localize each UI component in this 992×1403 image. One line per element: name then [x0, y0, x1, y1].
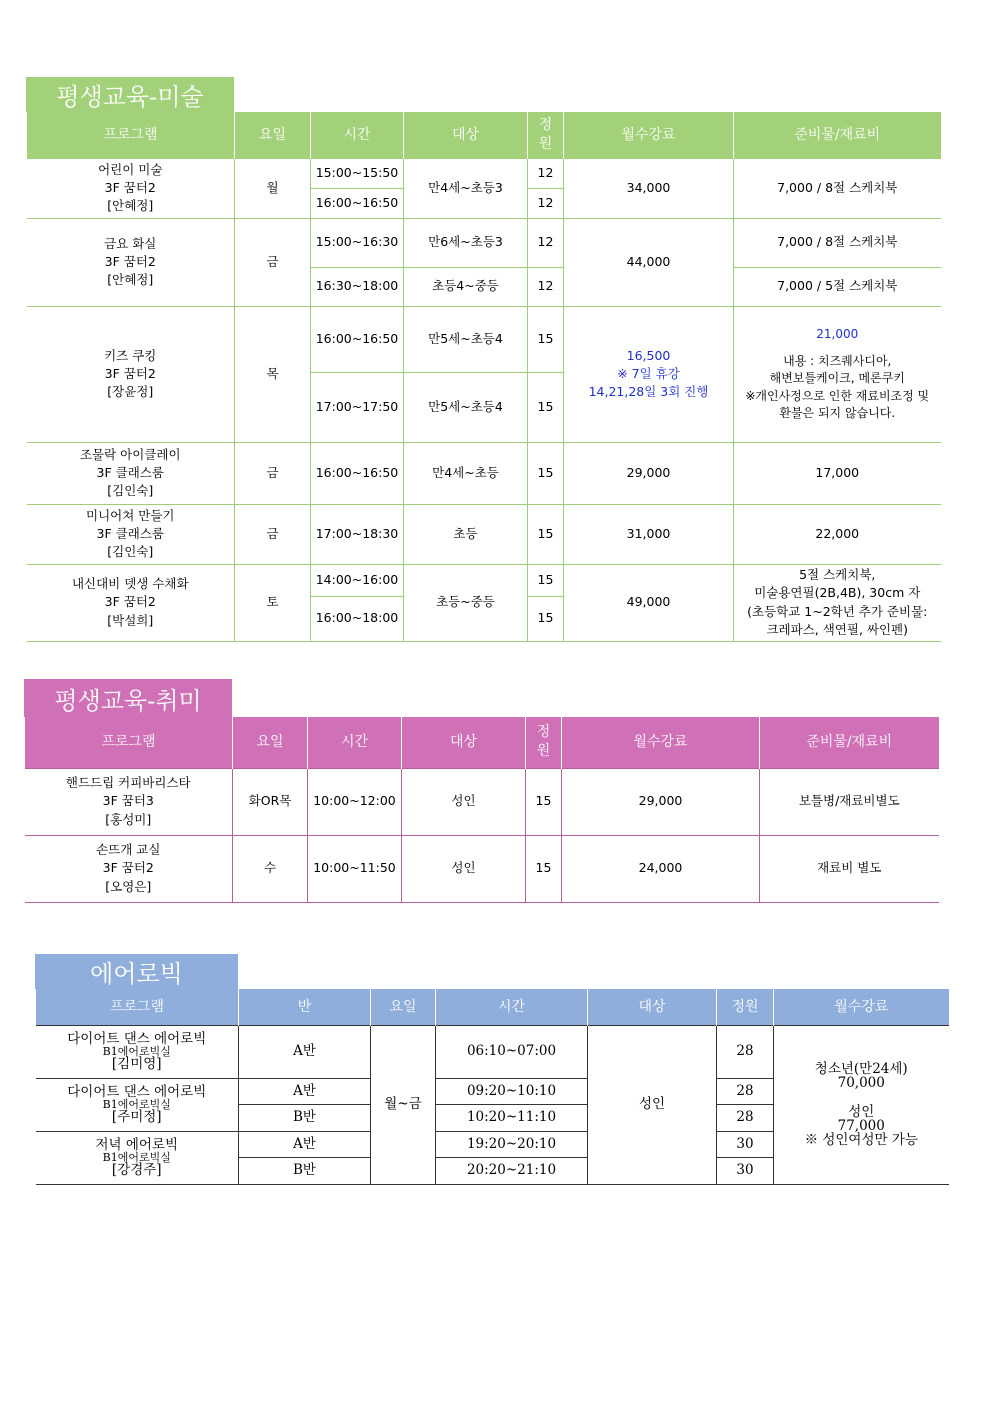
header-day: 요일 [233, 717, 308, 768]
fee-cell: 29,000 [564, 442, 734, 504]
program-cell [36, 1078, 239, 1131]
day-cell: 금 [235, 218, 311, 306]
program-name: 다이어트 댄스 에어로빅 [67, 1030, 207, 1047]
program-teacher: [강경주] [111, 1162, 162, 1179]
time-cell: 09:20~10:10 [436, 1078, 588, 1104]
table-header-row [25, 717, 939, 768]
target-cell: 만4세~초등3 [404, 158, 528, 218]
class-cell: B반 [239, 1104, 371, 1131]
capacity-cell: 30 [717, 1131, 774, 1157]
materials-cell: 22,000 [734, 504, 941, 564]
program-cell: 어린이 미술 3F 꿈터2 [안혜정] [27, 158, 235, 218]
time-cell: 16:00~16:50 [311, 188, 404, 218]
header-day: 요일 [235, 112, 311, 158]
time-cell: 16:00~16:50 [311, 442, 404, 504]
header-capacity: 정 원 [528, 112, 564, 158]
table-row [27, 504, 941, 564]
fee-cell: 29,000 [562, 768, 760, 835]
day-cell: 목 [235, 306, 311, 442]
header-target: 대상 [402, 717, 526, 768]
capacity-cell: 30 [717, 1157, 774, 1184]
program-cell [36, 1025, 239, 1078]
header-program: 프로그램 [25, 717, 233, 768]
time-cell: 16:00~18:00 [311, 596, 404, 641]
day-cell: 월~금 [371, 1025, 436, 1184]
time-cell: 10:00~12:00 [308, 768, 402, 835]
materials-cell: 5절 스케치북, 미술용연필(2B,4B), 30cm 자 (초등학교 1~2학년 추가 준비물: 크레파스, 색연필, 싸인펜) [734, 564, 941, 641]
materials-cell: 7,000 / 8절 스케치북 [734, 218, 941, 267]
program-cell: 키즈 쿠킹 3F 꿈터2 [장윤정] [27, 306, 235, 442]
capacity-cell: 12 [528, 158, 564, 188]
time-cell: 10:00~11:50 [308, 835, 402, 902]
materials-cell: 17,000 [734, 442, 941, 504]
table-row [36, 1025, 949, 1078]
day-cell: 화OR목 [233, 768, 308, 835]
materials-note: 내용 : 치즈퀘사디아, 해변보틀케이크, 메론쿠키 ※개인사정으로 인한 재료비조정 및 환불은 되지 않습니다. [745, 353, 930, 421]
program-cell: 내신대비 뎃생 수채화 3F 꿈터2 [박설희] [27, 564, 235, 641]
day-cell: 금 [235, 504, 311, 564]
time-cell: 16:00~16:50 [311, 306, 404, 372]
fee-cell: 24,000 [562, 835, 760, 902]
header-program: 프로그램 [36, 989, 239, 1025]
header-time: 시간 [308, 717, 402, 768]
program-name: 저녁 에어로빅 [95, 1136, 179, 1153]
time-cell: 06:10~07:00 [436, 1025, 588, 1078]
header-day: 요일 [371, 989, 436, 1025]
fee-cell: 31,000 [564, 504, 734, 564]
program-cell: 미니어쳐 만들기 3F 클래스룸 [김인숙] [27, 504, 235, 564]
time-cell: 19:20~20:10 [436, 1131, 588, 1157]
header-materials: 준비물/재료비 [760, 717, 939, 768]
time-cell: 15:00~16:30 [311, 218, 404, 267]
fee-cell: 청소년(만24세) 70,000 성인 77,000 ※ 성인여성만 가능 [774, 1025, 949, 1184]
materials-cell: 7,000 / 5절 스케치북 [734, 267, 941, 306]
table-row [27, 158, 941, 188]
time-cell: 20:20~21:10 [436, 1157, 588, 1184]
day-cell: 수 [233, 835, 308, 902]
capacity-cell: 12 [528, 188, 564, 218]
program-room: B1에어로빅실 [102, 1097, 171, 1111]
capacity-cell: 15 [528, 372, 564, 442]
materials-cell: 보틀병/재료비별도 [760, 768, 939, 835]
header-target: 대상 [588, 989, 717, 1025]
class-cell: A반 [239, 1078, 371, 1104]
capacity-cell: 15 [528, 442, 564, 504]
capacity-cell: 15 [526, 835, 562, 902]
aerobic-section-title: 에어로빅 [35, 954, 238, 989]
header-materials: 준비물/재료비 [734, 112, 941, 158]
header-capacity: 정원 [717, 989, 774, 1025]
capacity-cell: 28 [717, 1078, 774, 1104]
art-schedule-table [26, 112, 941, 642]
target-cell: 초등 [404, 504, 528, 564]
target-cell: 만6세~초등3 [404, 218, 528, 267]
target-cell: 만5세~초등4 [404, 372, 528, 442]
capacity-cell: 15 [526, 768, 562, 835]
materials-cell [734, 306, 941, 442]
materials-cell: 7,000 / 8절 스케치북 [734, 158, 941, 218]
program-teacher: [주미정] [111, 1109, 162, 1126]
capacity-cell: 15 [528, 306, 564, 372]
capacity-cell: 15 [528, 564, 564, 596]
target-cell: 성인 [588, 1025, 717, 1184]
header-time: 시간 [436, 989, 588, 1025]
time-cell: 16:30~18:00 [311, 267, 404, 306]
header-capacity: 정 원 [526, 717, 562, 768]
target-cell: 성인 [402, 835, 526, 902]
hobby-schedule-table [24, 717, 939, 903]
program-name: 다이어트 댄스 에어로빅 [67, 1083, 207, 1100]
day-cell: 월 [235, 158, 311, 218]
header-fee: 월수강료 [562, 717, 760, 768]
materials-price: 21,000 [816, 326, 859, 341]
class-cell: A반 [239, 1131, 371, 1157]
program-cell: 금요 화실 3F 꿈터2 [안혜정] [27, 218, 235, 306]
table-row [27, 306, 941, 372]
target-cell: 만5세~초등4 [404, 306, 528, 372]
capacity-cell: 12 [528, 267, 564, 306]
table-header-row [36, 989, 949, 1025]
program-room: B1에어로빅실 [102, 1044, 171, 1058]
header-time: 시간 [311, 112, 404, 158]
header-program: 프로그램 [27, 112, 235, 158]
time-cell: 10:20~11:10 [436, 1104, 588, 1131]
art-section-title: 평생교육-미술 [26, 77, 234, 112]
table-row [25, 768, 939, 835]
fee-cell: 49,000 [564, 564, 734, 641]
header-fee: 월수강료 [564, 112, 734, 158]
table-row [25, 835, 939, 902]
capacity-cell: 15 [528, 504, 564, 564]
table-row [27, 564, 941, 596]
program-cell [36, 1131, 239, 1184]
program-cell: 핸드드립 커피바리스타 3F 꿈터3 [홍성미] [25, 768, 233, 835]
fee-cell: 44,000 [564, 218, 734, 306]
capacity-cell: 15 [528, 596, 564, 641]
capacity-cell: 28 [717, 1104, 774, 1131]
program-teacher: [김미영] [111, 1056, 162, 1073]
capacity-cell: 28 [717, 1025, 774, 1078]
capacity-cell: 12 [528, 218, 564, 267]
day-cell: 토 [235, 564, 311, 641]
target-cell: 초등~중등 [404, 564, 528, 641]
program-room: B1에어로빅실 [102, 1150, 171, 1164]
time-cell: 17:00~18:30 [311, 504, 404, 564]
class-cell: A반 [239, 1025, 371, 1078]
hobby-section-title: 평생교육-취미 [24, 679, 232, 717]
materials-cell: 재료비 별도 [760, 835, 939, 902]
target-cell: 만4세~초등 [404, 442, 528, 504]
header-target: 대상 [404, 112, 528, 158]
table-row [27, 442, 941, 504]
class-cell: B반 [239, 1157, 371, 1184]
target-cell: 초등4~중등 [404, 267, 528, 306]
header-class: 반 [239, 989, 371, 1025]
target-cell: 성인 [402, 768, 526, 835]
time-cell: 15:00~15:50 [311, 158, 404, 188]
table-row [27, 218, 941, 267]
program-cell: 조물락 아이클레이 3F 클래스룸 [김인숙] [27, 442, 235, 504]
fee-cell: 34,000 [564, 158, 734, 218]
time-cell: 14:00~16:00 [311, 564, 404, 596]
fee-cell: 16,500 ※ 7일 휴강 14,21,28일 3회 진행 [564, 306, 734, 442]
aerobic-schedule-table [35, 989, 949, 1185]
program-cell: 손뜨개 교실 3F 꿈터2 [오영은] [25, 835, 233, 902]
table-header-row [27, 112, 941, 158]
day-cell: 금 [235, 442, 311, 504]
header-fee: 월수강료 [774, 989, 949, 1025]
time-cell: 17:00~17:50 [311, 372, 404, 442]
